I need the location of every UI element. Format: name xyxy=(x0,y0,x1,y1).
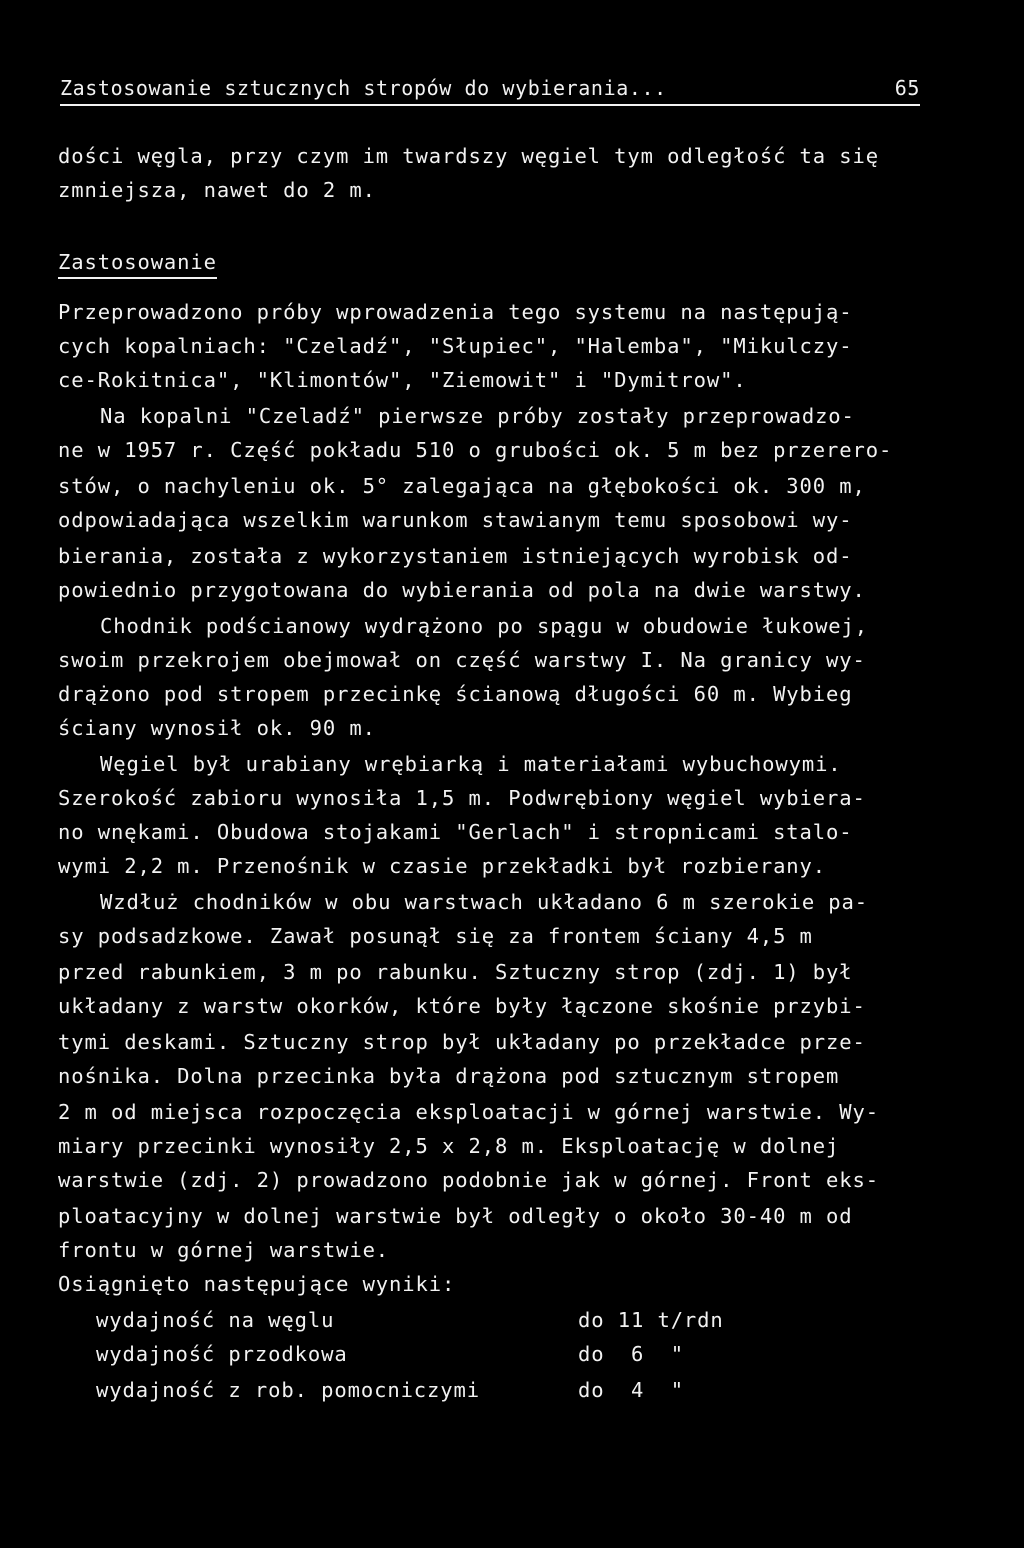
paragraph-line: stów, o nachyleniu ok. 5° zalegająca na głębokości ok. 300 m, xyxy=(58,474,866,498)
result-label: wydajność przodkowa xyxy=(96,1342,348,1366)
paragraph-line: ściany wynosił ok. 90 m. xyxy=(58,716,376,740)
section-heading: Zastosowanie xyxy=(58,248,217,279)
paragraph-line: warstwie (zdj. 2) prowadzono podobnie jak w górnej. Front eks- xyxy=(58,1168,880,1192)
paragraph-line: nośnika. Dolna przecinka była drążona pod sztucznym stropem xyxy=(58,1064,840,1088)
paragraph-line: frontu w górnej warstwie. xyxy=(58,1238,390,1262)
paragraph-line: swoim przekrojem obejmował on część warstwy I. Na granicy wy- xyxy=(58,648,866,672)
paragraph-line: Osiągnięto następujące wyniki: xyxy=(58,1272,456,1296)
paragraph-line: Węgiel był urabiany wrębiarką i materiałami wybuchowymi. xyxy=(100,752,842,776)
paragraph-line: drążono pod stropem przecinkę ścianową długości 60 m. Wybieg xyxy=(58,682,853,706)
paragraph-line: ne w 1957 r. Część pokładu 510 o grubości ok. 5 m bez przerero- xyxy=(58,438,893,462)
paragraph-line: dości węgla, przy czym im twardszy węgiel tym odległość ta się xyxy=(58,144,880,168)
paragraph-line: przed rabunkiem, 3 m po rabunku. Sztuczny strop (zdj. 1) był xyxy=(58,960,853,984)
paragraph-line: miary przecinki wynosiły 2,5 x 2,8 m. Eksploatację w dolnej xyxy=(58,1134,840,1158)
paragraph-line: sy podsadzkowe. Zawał posunął się za frontem ściany 4,5 m xyxy=(58,924,813,948)
paragraph-line: Szerokość zabioru wynosiła 1,5 m. Podwrębiony węgiel wybiera- xyxy=(58,786,866,810)
paragraph-line: odpowiadająca wszelkim warunkom stawianym temu sposobowi wy- xyxy=(58,508,853,532)
paragraph-line: Chodnik podścianowy wydrążono po spągu w obudowie łukowej, xyxy=(100,614,869,638)
paragraph-line: tymi deskami. Sztuczny strop był układany po przekładce prze- xyxy=(58,1030,866,1054)
paragraph-line: Wzdłuż chodników w obu warstwach układano 6 m szerokie pa- xyxy=(100,890,869,914)
paragraph-line: Przeprowadzono próby wprowadzenia tego systemu na następują- xyxy=(58,300,853,324)
paragraph-line: powiednio przygotowana do wybierania od pola na dwie warstwy. xyxy=(58,578,866,602)
paragraph-line: bierania, została z wykorzystaniem istniejących wyrobisk od- xyxy=(58,544,853,568)
result-label: wydajność z rob. pomocniczymi xyxy=(96,1378,481,1402)
paragraph-line: układany z warstw okorków, które były łączone skośnie przybi- xyxy=(58,994,866,1018)
paragraph-line: ploatacyjny w dolnej warstwie był odległy o około 30-40 m od xyxy=(58,1204,853,1228)
paragraph-line: Na kopalni "Czeladź" pierwsze próby zostały przeprowadzo- xyxy=(100,404,855,428)
result-value: do 6 " xyxy=(578,1342,684,1366)
result-value: do 11 t/rdn xyxy=(578,1308,724,1332)
page-number: 65 xyxy=(894,76,920,100)
paragraph-line: 2 m od miejsca rozpoczęcia eksploatacji w górnej warstwie. Wy- xyxy=(58,1100,880,1124)
paragraph-line: no wnękami. Obudowa stojakami "Gerlach" i stropnicami stalo- xyxy=(58,820,853,844)
running-header-title: Zastosowanie sztucznych stropów do wybierania... xyxy=(60,76,667,100)
running-header xyxy=(60,74,920,106)
result-value: do 4 " xyxy=(578,1378,684,1402)
paragraph-line: cych kopalniach: "Czeladź", "Słupiec", "Halemba", "Mikulczy- xyxy=(58,334,853,358)
paragraph-line: zmniejsza, nawet do 2 m. xyxy=(58,178,376,202)
paragraph-line: ce-Rokitnica", "Klimontów", "Ziemowit" i "Dymitrow". xyxy=(58,368,747,392)
result-label: wydajność na węglu xyxy=(96,1308,335,1332)
paragraph-line: wymi 2,2 m. Przenośnik w czasie przekładki był rozbierany. xyxy=(58,854,827,878)
